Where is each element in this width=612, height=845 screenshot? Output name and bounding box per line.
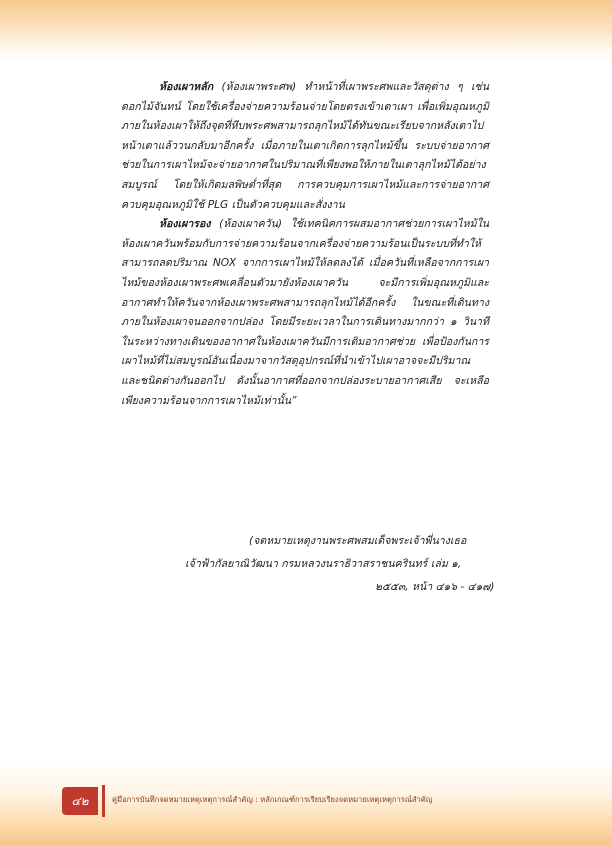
citation-line: เจ้าฟ้ากัลยาณิวัฒนา กรมหลวงนราธิวาสราชนครินทร์ เล่ม ๑, [185,558,462,570]
citation-line: ๒๕๕๓, หน้า ๔๑๖ - ๔๑๗) [375,581,495,593]
body-text [121,78,489,411]
paragraph-body: (ห้องเผาพระศพ) ทำหน้าที่เผาพระศพและวัสดุต่าง ๆ เช่น ดอกไม้จันทน์ โดยใช้เครื่องจ่ายความร้อนจ่ายโดยตรงเข้าเตาเผา เพื่อเพิ่มอุณหภูมิภายในห้องเผาให้ถึงจุดที่หีบพระศพสามารถลุกไหม้ได้ทันขณะเรียบจากหลังเตาไปหน้าเตาแล้ววนกลับมาอีกครั้ง เมื่อภายในเตาเกิดการลุกไหม้ขึ้น ระบบจ่ายอากาศช่วยในการเผาไหม้จะจ่ายอากาศในปริมาณที่เพียงพอให้ภายในเตาลุกไหม้ได้อย่างสมบูรณ์ โดยให้เกิดมลพิษต่ำที่สุด การควบคุมการเผาไหม้และการจ่ายอากาศควบคุมอุณหภูมิใช้ PLG เป็นตัวควบคุมและสั่งงาน [121,81,489,211]
footer-divider [102,785,105,817]
header-band [0,0,612,62]
paragraph-secondary-chamber [121,215,489,411]
paragraph-heading: ห้องเผาหลัก [159,81,214,93]
citation-line: (จดหมายเหตุงานพระศพสมเด็จพระเจ้าพี่นางเธอ [249,535,467,547]
footer-title: คู่มือการบันทึกจดหมายเหตุเหตุการณ์สำคัญ : หลักเกณฑ์การเรียบเรียงจดหมายเหตุเหตุการณ์สำคัญ [112,795,433,804]
page-number: ๔๒ [62,787,98,815]
citation [121,530,495,599]
paragraph-heading: ห้องเผารอง [159,218,211,231]
paragraph-body: (ห้องเผาควัน) ใช้เทคนิคการผสมอากาศช่วยการเผาไหม้ในห้องเผาควันพร้อมกับการจ่ายความร้อนจากเครื่องจ่ายความร้อนเป็นระบบที่ทำให้สามารถลดปริมาณ NOX จากการเผาไหม้ให้ลดลงได้ เมื่อควันที่เหลือจากการเผาไหม้ของห้องเผาพระศพเคลื่อนตัวมายังห้องเผาควัน จะมีการเพิ่มอุณหภูมิและอากาศทำให้ควันจากห้องเผาพระศพสามารถลุกไหม้ได้อีกครั้ง ในขณะที่เดินทางภายในห้องเผาจนออกจากปล่อง โดยมีระยะเวลาในการเดินทางมากกว่า ๑ วินาที ในระหว่างทางเดินของอากาศในห้องเผาควันมีการเติมอากาศช่วย เพื่อป้องกันการเผาไหม้ที่ไม่สมบูรณ์อันเนื่องมาจากวัสดุอุปกรณ์ที่นำเข้าไปเผาอาจจะมีปริมาณและชนิดต่างกันออกไป ดังนั้นอากาศที่ออกจากปล่องระบายอากาศเสีย จะเหลือเพียงความร้อนจากการเผาไหม้เท่านั้น” [121,218,489,407]
paragraph-main-chamber [121,78,489,215]
